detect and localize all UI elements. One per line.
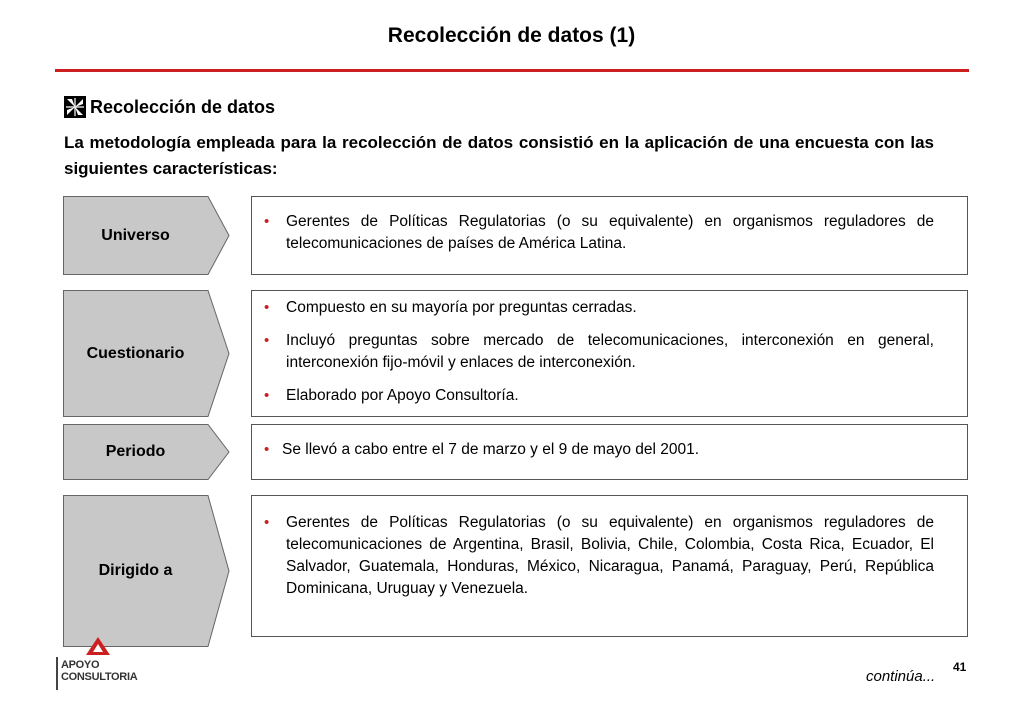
continued-note: continúa... [866, 668, 936, 685]
row-content-cuestionario [251, 290, 968, 417]
row-label: Dirigido a [98, 562, 173, 579]
bullet-icon: • [264, 514, 270, 531]
logo-text-line2: CONSULTORIA [61, 671, 138, 683]
row-label-arrow-periodo [63, 424, 233, 480]
row-label-arrow-cuestionario [63, 290, 233, 417]
row-label: Universo [101, 226, 170, 244]
logo-text-line1: APOYO [61, 659, 100, 671]
subheading [64, 96, 275, 118]
row-label: Cuestionario [86, 344, 185, 362]
list-item: • Incluyó preguntas sobre mercado de telecomunicaciones, interconexión en general, interconexión fijo-móvil y enlaces de interconexión. [264, 332, 934, 371]
bullet-icon: • [264, 213, 270, 230]
page-title: Recolección de datos (1) [387, 24, 636, 47]
list-item: • Se llevó a cabo entre el 7 de marzo y el 9 de mayo del 2001. [252, 439, 967, 461]
row-label: Periodo [105, 443, 166, 460]
subheading-text: Recolección de datos [90, 96, 276, 117]
row-label-arrow-universo [63, 196, 233, 275]
list-item: • Elaborado por Apoyo Consultoría. [252, 385, 967, 407]
windmill-bullet-icon [64, 96, 86, 118]
apoyo-consultoria-logo [56, 637, 146, 692]
page-number: 41 [953, 660, 967, 674]
bullet-list [252, 512, 967, 600]
intro-paragraph: La metodología empleada para la recolección de datos consistió en la aplicación de una encuesta con las siguientes características: [64, 133, 934, 178]
list-item: • Gerentes de Políticas Regulatorias (o su equivalente) en organismos reguladores de telecomunicaciones de Argentina, Brasil, Bolivia, Chile, Colombia, Costa Rica, Ecuador, El Salvador, Guatemala, Honduras, México, Nicaragua, Panamá, Paraguay, Perú, República Dominicana, Uruguay y Venezuela. [264, 514, 934, 597]
list-item: • Gerentes de Políticas Regulatorias (o su equivalente) en organismos reguladores de telecomunicaciones de países de América Latina. [264, 213, 934, 252]
list-item: • Compuesto en su mayoría por preguntas cerradas. [252, 297, 967, 319]
bullet-list [252, 439, 967, 461]
bullet-icon: • [264, 332, 270, 349]
bullet-list [252, 297, 967, 407]
bullet-icon: • [264, 299, 270, 316]
row-content-dirigido [251, 495, 968, 637]
logo-bar [56, 657, 58, 690]
row-label-arrow-dirigido [63, 495, 233, 647]
row-content-periodo [251, 424, 968, 480]
title-divider [55, 69, 969, 72]
bullet-icon: • [264, 387, 270, 404]
bullet-icon: • [264, 441, 270, 458]
bullet-list [252, 211, 967, 255]
row-content-universo [251, 196, 968, 275]
logo-mark-icon [86, 637, 110, 655]
